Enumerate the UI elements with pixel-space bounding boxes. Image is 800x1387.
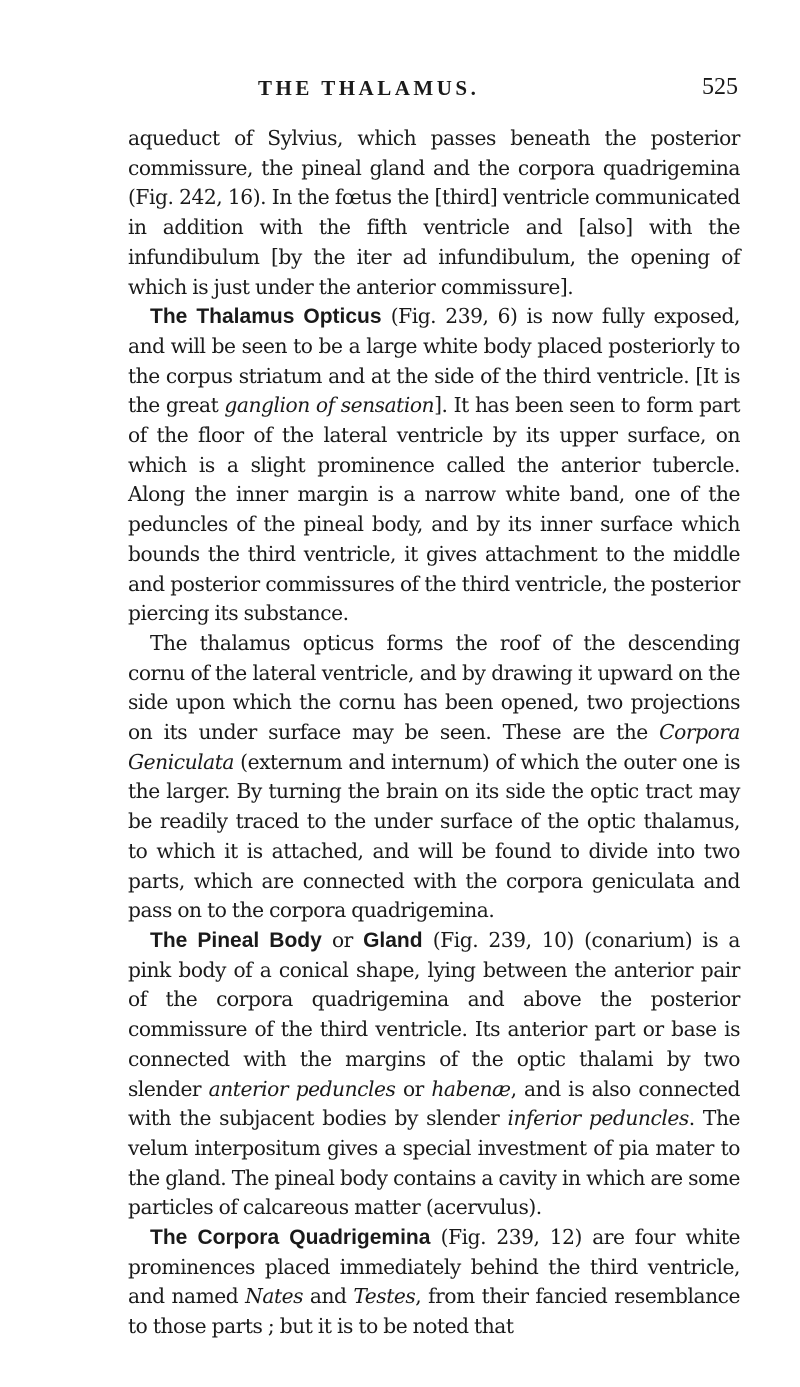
- paragraph-text: or: [321, 927, 364, 952]
- paragraph-corpora-quadrigemina: [128, 1223, 740, 1342]
- paragraph-text: , and is also connected with the subjacent bodies by slender: [128, 1076, 740, 1131]
- paragraph-pineal-body: [128, 926, 740, 1223]
- paragraph-text: (externum and internum) of which the outer one is the larger. By turning the brain on its side the optic tract may be readily traced to the under surface of the optic thalamus, to which it is attached, and will be found to divide into two parts, which are connected with the corpora geniculata and pass on to the corpora quadrigemina.: [128, 749, 740, 923]
- section-heading-pineal-body: The Pineal Body: [150, 928, 322, 952]
- italic-term: Testes: [353, 1284, 416, 1309]
- italic-term: anterior peduncles: [208, 1076, 396, 1101]
- paragraph-text: (Fig. 239, 6) is now fully exposed, and will be seen to be a large white body placed posteriorly to the corpus striatum and at the side of the third ventricle. [It is the great: [128, 304, 740, 418]
- italic-term: Nates: [245, 1284, 304, 1309]
- section-heading-thalamus-opticus: The Thalamus Opticus: [150, 305, 382, 329]
- paragraph-text: (Fig. 239, 10) (conarium) is a pink body of a conical shape, lying between the anterior pair of the corpora quadrigemina and above the posterior commissure of the third ventricle. Its anterior part or base is connected with the margins of the optic thalami by two slender: [128, 927, 740, 1101]
- italic-term: Corpora Geniculata: [128, 720, 740, 774]
- paragraph-text: . The velum interpositum gives a special investment of pia mater to the gland. The pineal body contains a cavity in which are some particles of calcareous matter (acervulus).: [128, 1106, 740, 1220]
- paragraph-text: The thalamus opticus forms the roof of the descending cornu of the lateral ventricle, and by drawing it upward on the side upon which the cornu has been opened, two projections on its under surface may be seen. These are the: [128, 630, 740, 745]
- italic-term: habenæ: [431, 1076, 511, 1101]
- paragraph-text: or: [395, 1076, 432, 1101]
- paragraph-corpora-geniculata: [128, 629, 740, 926]
- page-number: 525: [702, 74, 738, 100]
- paragraph-thalamus-opticus: [128, 302, 740, 629]
- running-title: THE THALAMUS.: [258, 76, 480, 100]
- paragraph-text: and: [303, 1284, 354, 1309]
- paragraph-text: aqueduct of Sylvius, which passes beneath the posterior commissure, the pineal gland and the corpora quadrigemina (Fig. 242, 16). In the fœtus the [third] ventricle communicated in addition with the fifth ventricle and [also] with the infundibulum [by the iter ad infundibulum, the opening of which is just under the anterior commissure].: [128, 126, 740, 299]
- paragraph-text: (Fig. 239, 12) are four white prominences placed immediately behind the third ventricle, and named: [128, 1225, 741, 1309]
- paragraph-aqueduct: [128, 124, 740, 302]
- paragraph-text: ]. It has been seen to form part of the floor of the lateral ventricle by its upper surface, on which is a slight prominence called the anterior tubercle. Along the inner margin is a narrow white band, one of the peduncles of the pineal body, and by its inner surface which bounds the third ventricle, it gives attachment to the middle and posterior commissures of the third ventricle, the posterior piercing its substance.: [128, 393, 740, 626]
- page-header: [130, 68, 738, 108]
- italic-term: inferior peduncles: [507, 1106, 689, 1131]
- section-heading-gland: Gland: [363, 928, 423, 952]
- body-text: [128, 124, 740, 1342]
- section-heading-corpora-quadrigemina: The Corpora Quadrigemina: [150, 1226, 431, 1250]
- italic-term: ganglion of sensation: [224, 393, 435, 418]
- paragraph-text: , from their fancied resemblance to those parts ; but it is to be noted that: [128, 1284, 741, 1339]
